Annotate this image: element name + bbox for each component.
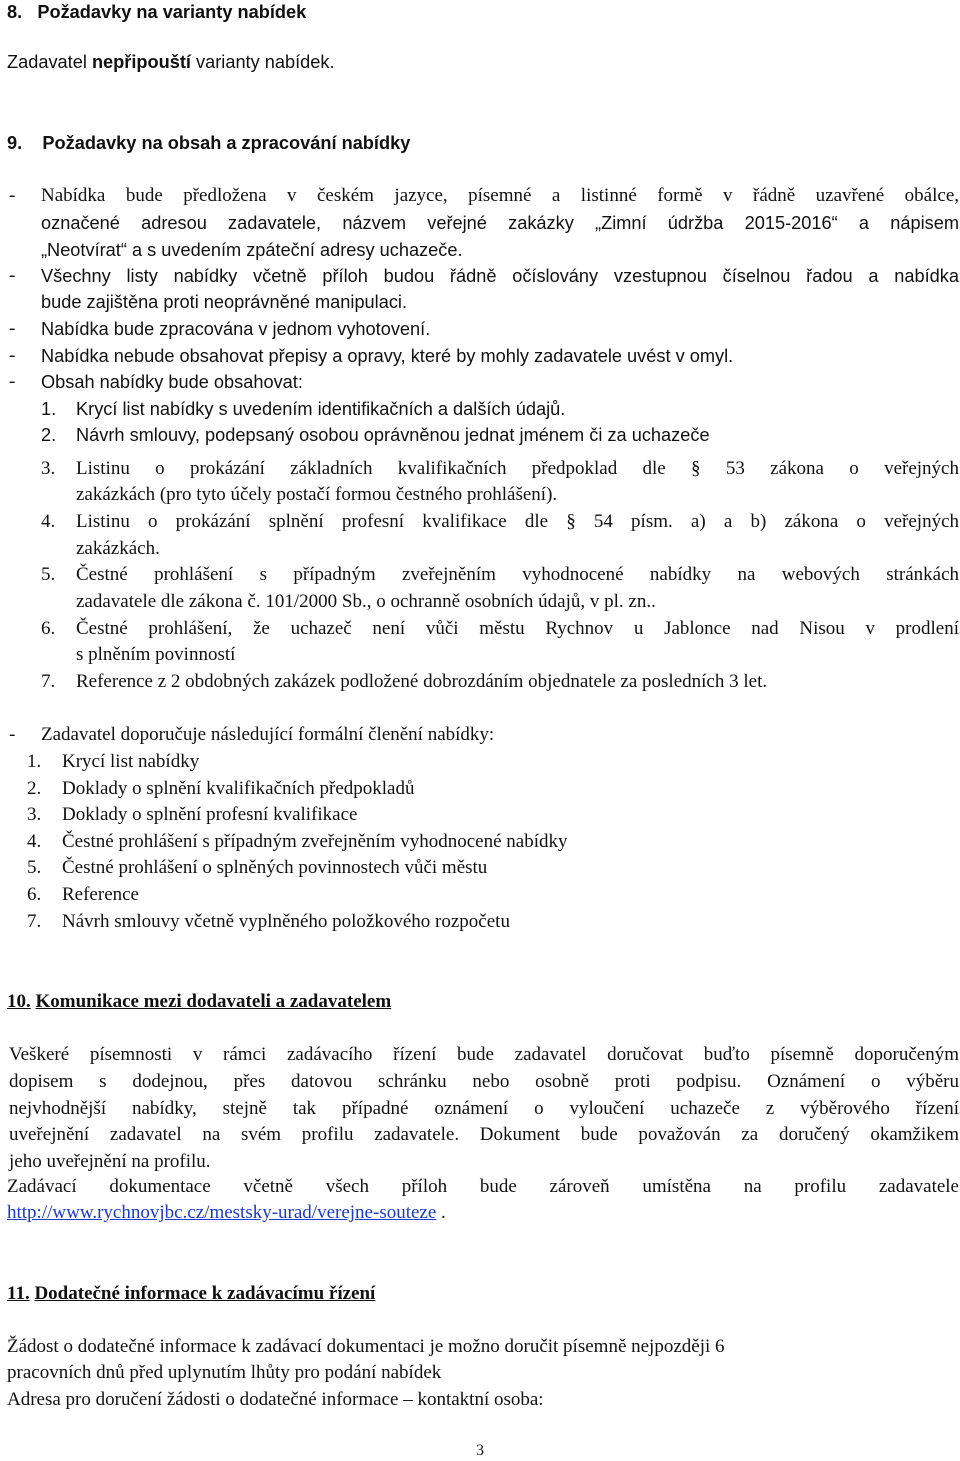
list-item: Doklady o splnění kvalifikačních předpokladů (62, 778, 415, 799)
list-item: zakázkách (pro tyto účely postačí formou čestného prohlášení). (76, 484, 558, 505)
link-tail: . (441, 1202, 446, 1223)
list-item: zadavatele dle zákona č. 101/2000 Sb., o ochranně osobních údajů, v pl. zn.. (76, 591, 656, 612)
section-11-heading (7, 1282, 375, 1306)
list-item: Čestné prohlášení, že uchazeč není vůči městu Rychnov u Jablonce nad Nisou v prodlení (76, 618, 959, 639)
bullet-6-line: Zadavatel doporučuje následující formální členění nabídky: (41, 724, 495, 745)
list-item: Listinu o prokázání splnění profesní kvalifikace dle § 54 písm. a) a b) zákona o veřejných (76, 511, 959, 532)
list-item: Reference (62, 884, 139, 905)
list-item: Čestné prohlášení o splněných povinnostech vůči městu (62, 857, 488, 878)
bullet-dash: - (9, 318, 16, 339)
bullet-1-line: označené adresou zadavatele, názvem veřejné zakázky „Zimní údržba 2015-2016“ a nápisem (41, 213, 959, 233)
section-9-number: 9. (7, 133, 23, 153)
list-item-number: 3. (41, 458, 56, 479)
bullet-dash: - (9, 185, 16, 206)
list-item-number: 1. (27, 751, 42, 772)
bullet-1-line: „Neotvírat“ a s uvedením zpáteční adresy uchazeče. (41, 240, 463, 260)
profile-link[interactable]: http://www.rychnovjbc.cz/mestsky-urad/verejne-souteze (7, 1202, 437, 1223)
list-item: Čestné prohlášení s případným zveřejněním vyhodnocené nabídky (62, 831, 568, 852)
section-9-title: Požadavky na obsah a zpracování nabídky (42, 133, 411, 153)
section-10-paragraph-line: Zadávací dokumentace včetně všech příloh bude zároveň umístěna na profilu zadavatele (7, 1176, 959, 1197)
bullet-3-line: Nabídka bude zpracována v jednom vyhotovení. (41, 319, 431, 339)
bullet-1-line: Nabídka bude předložena v českém jazyce, písemné a listinné formě v řádně uzavřené obálce, (41, 185, 959, 206)
section-10-paragraph-line: dopisem s dodejnou, přes datovou schránku nebo osobně proti podpisu. Oznámení o výběru (9, 1071, 959, 1092)
section-8-heading (7, 0, 306, 24)
section-10-title: Komunikace mezi dodavateli a zadavatelem (35, 991, 392, 1012)
bullet-dash: - (9, 265, 16, 286)
list-item-number: 5. (27, 857, 42, 878)
list-item-number: 6. (41, 618, 56, 639)
list-item-number: 7. (41, 671, 56, 692)
list-item-number: 2. (27, 778, 42, 799)
list-item: Návrh smlouvy včetně vyplněného položkového rozpočetu (62, 911, 510, 932)
bullet-4-line: Nabídka nebude obsahovat přepisy a opravy, které by mohly zadavatele uvést v omyl. (41, 346, 734, 366)
section-8-text (7, 50, 335, 74)
list-item-number: 7. (27, 911, 42, 932)
section-11-line: pracovních dnů před uplynutím lhůty pro podání nabídek (7, 1362, 442, 1383)
list-item: s plněním povinností (76, 644, 236, 665)
list-item: Reference z 2 obdobných zakázek podložené dobrozdáním objednatele za posledních 3 let. (76, 671, 768, 692)
list-item: Krycí list nabídky s uvedením identifikačních a dalších údajů. (76, 399, 566, 419)
section-10-heading (7, 990, 391, 1014)
section-10-paragraph-line: uveřejnění zadavatel na svém profilu zadavatele. Dokument bude považován za doručený okamžikem (9, 1124, 959, 1145)
list-item: Krycí list nabídky (62, 751, 200, 772)
list-item: Doklady o splnění profesní kvalifikace (62, 804, 358, 825)
list-item: Čestné prohlášení s případným zveřejněním vyhodnocené nabídky na webových stránkách (76, 564, 959, 585)
section-8-text-c: varianty nabídek. (190, 52, 335, 72)
list-item-number: 1. (41, 399, 57, 419)
list-item-number: 6. (27, 884, 42, 905)
section-10-number: 10. (7, 991, 31, 1012)
list-item-number: 4. (27, 831, 42, 852)
bullet-dash: - (9, 345, 16, 366)
section-8-number: 8. (7, 2, 23, 22)
bullet-dash: - (9, 724, 16, 745)
section-8-text-emphasis: nepřipouští (91, 52, 191, 72)
section-11-line: Žádost o dodatečné informace k zadávací dokumentaci je možno doručit písemně nejpozději 6 (7, 1336, 725, 1357)
page-number: 3 (476, 1442, 484, 1459)
list-item-number: 3. (27, 804, 42, 825)
list-item: Návrh smlouvy, podepsaný osobou oprávněnou jednat jménem či za uchazeče (76, 425, 710, 445)
section-9-heading (7, 131, 410, 155)
section-11-title: Dodatečné informace k zadávacímu řízení (34, 1283, 376, 1304)
section-10-paragraph-line: Veškeré písemnosti v rámci zadávacího řízení bude zadavatel doručovat buďto písemně doporučeným (9, 1044, 959, 1065)
list-item: zakázkách. (76, 538, 160, 559)
section-11-line: Adresa pro doručení žádosti o dodatečné informace – kontaktní osoba: (7, 1389, 544, 1410)
bullet-dash: - (9, 371, 16, 392)
section-8-title: Požadavky na varianty nabídek (37, 2, 307, 22)
list-item-number: 2. (41, 425, 57, 445)
section-8-text-a: Zadavatel (7, 52, 92, 72)
list-item: Listinu o prokázání základních kvalifikačních předpoklad dle § 53 zákona o veřejných (76, 458, 959, 479)
section-10-link-line (7, 1201, 446, 1225)
section-10-paragraph-line: jeho uveřejnění na profilu. (9, 1151, 211, 1172)
bullet-5-line: Obsah nabídky bude obsahovat: (41, 372, 303, 392)
bullet-2-line: bude zajištěna proti neoprávněné manipulaci. (41, 292, 408, 312)
bullet-2-line: Všechny listy nabídky včetně příloh budou řádně očíslovány vzestupnou číselnou řadou a nabídka (41, 266, 959, 286)
list-item-number: 4. (41, 511, 56, 532)
section-11-number: 11. (7, 1283, 30, 1304)
section-10-paragraph-line: nejvhodnější nabídky, stejně tak případné oznámení o vyloučení uchazeče z výběrového řízení (9, 1098, 959, 1119)
list-item-number: 5. (41, 564, 56, 585)
